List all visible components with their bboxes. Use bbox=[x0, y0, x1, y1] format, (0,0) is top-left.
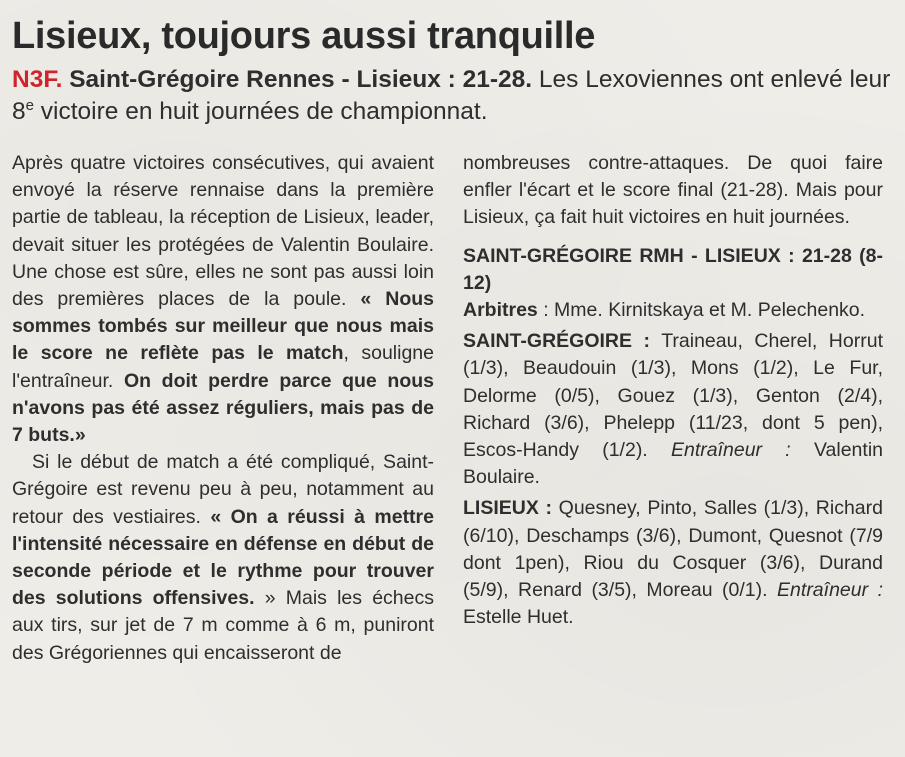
match-summary-title: SAINT-GRÉGOIRE RMH - LISIEUX : 21-28 (8-12) bbox=[463, 244, 883, 294]
intro-text: Après quatre victoires consécutives, qui avaient envoyé la réserve rennaise dans la première partie de tableau, la réception de Lisieux, leader, devait situer les protégées de Valentin Boulaire. Une chose est sûre, elles ne sont pas aussi loin des premières places de la poule. bbox=[12, 152, 434, 311]
team2-players: Quesney, Pinto, Salles (1/3), Richard (6/10), Deschamps (3/6), Dumont, Quesnot (7/9 dont 1pen), Riou du Cosquer (3/6), Durand (5/9), Renard (3/5), Moreau (0/1). bbox=[463, 497, 883, 602]
body-paragraph-1 bbox=[12, 150, 434, 449]
headline: Lisieux, toujours aussi tranquille bbox=[12, 15, 596, 57]
body-paragraph-3: nombreuses contre-attaques. De quoi faire enfler l'écart et le score final (21-28). Mais pour Lisieux, ça fait huit victoires en huit journées. bbox=[463, 152, 883, 229]
match-result: Saint-Grégoire Rennes - Lisieux : 21-28. bbox=[69, 66, 533, 93]
team2-coach: Estelle Huet. bbox=[463, 606, 574, 629]
coach-quote-3: « On a réussi à mettre l'intensité nécessaire en défense en début de seconde période et le rythme pour trouver des solutions offensives. bbox=[12, 505, 434, 610]
left-column bbox=[12, 150, 434, 667]
referees-line bbox=[463, 297, 883, 324]
ordinal-suffix: e bbox=[25, 97, 34, 114]
coach-quote-2: On doit perdre parce que nous n'avons pas été assez réguliers, mais pas de 7 buts.» bbox=[12, 369, 434, 447]
shooting-text: » Mais les échecs aux tirs, sur jet de 7 m comme à 6 m, puniront des Grégoriennes qui encaisseront de bbox=[12, 587, 434, 664]
body-paragraph-2 bbox=[12, 449, 434, 667]
team1-coach: Valentin Boulaire. bbox=[463, 439, 883, 489]
team1-label: SAINT-GRÉGOIRE : bbox=[463, 330, 651, 353]
lead-text-1: Les Lexoviennes ont enlevé leur 8 bbox=[12, 66, 891, 125]
team-lisieux bbox=[463, 495, 883, 631]
second-half-text: Si le début de match a été compliqué, Saint-Grégoire est revenu peu à peu, notamment au retour des vestiaires. bbox=[12, 451, 434, 528]
lead-text-2: victoire en huit journées de championnat. bbox=[33, 98, 488, 125]
team-saint-gregoire bbox=[463, 328, 883, 491]
right-column bbox=[463, 150, 883, 631]
referees-names: : Mme. Kirnitskaya et M. Pelechenko. bbox=[537, 299, 866, 322]
team2-coach-label: Entraîneur : bbox=[777, 579, 884, 602]
referees-label: Arbitres bbox=[463, 299, 538, 322]
team2-label: LISIEUX : bbox=[463, 497, 552, 520]
division-tag: N3F. bbox=[12, 66, 63, 93]
quote-attribution: , souligne l'entraîneur. bbox=[12, 342, 434, 392]
lead-paragraph bbox=[12, 64, 892, 128]
coach-quote-1: « Nous sommes tombés sur meilleur que nous mais le score ne reflète pas le match bbox=[12, 288, 435, 365]
team1-players: Traineau, Cherel, Horrut (1/3), Beaudouin (1/3), Mons (1/2), Le Fur, Delorme (0/5), Gouez (1/3), Genton (2/4), Richard (3/6), Phelepp (11/23, dont 5 pen), Escos-Handy (1/2). bbox=[463, 330, 883, 462]
team1-coach-label: Entraîneur : bbox=[670, 439, 791, 462]
